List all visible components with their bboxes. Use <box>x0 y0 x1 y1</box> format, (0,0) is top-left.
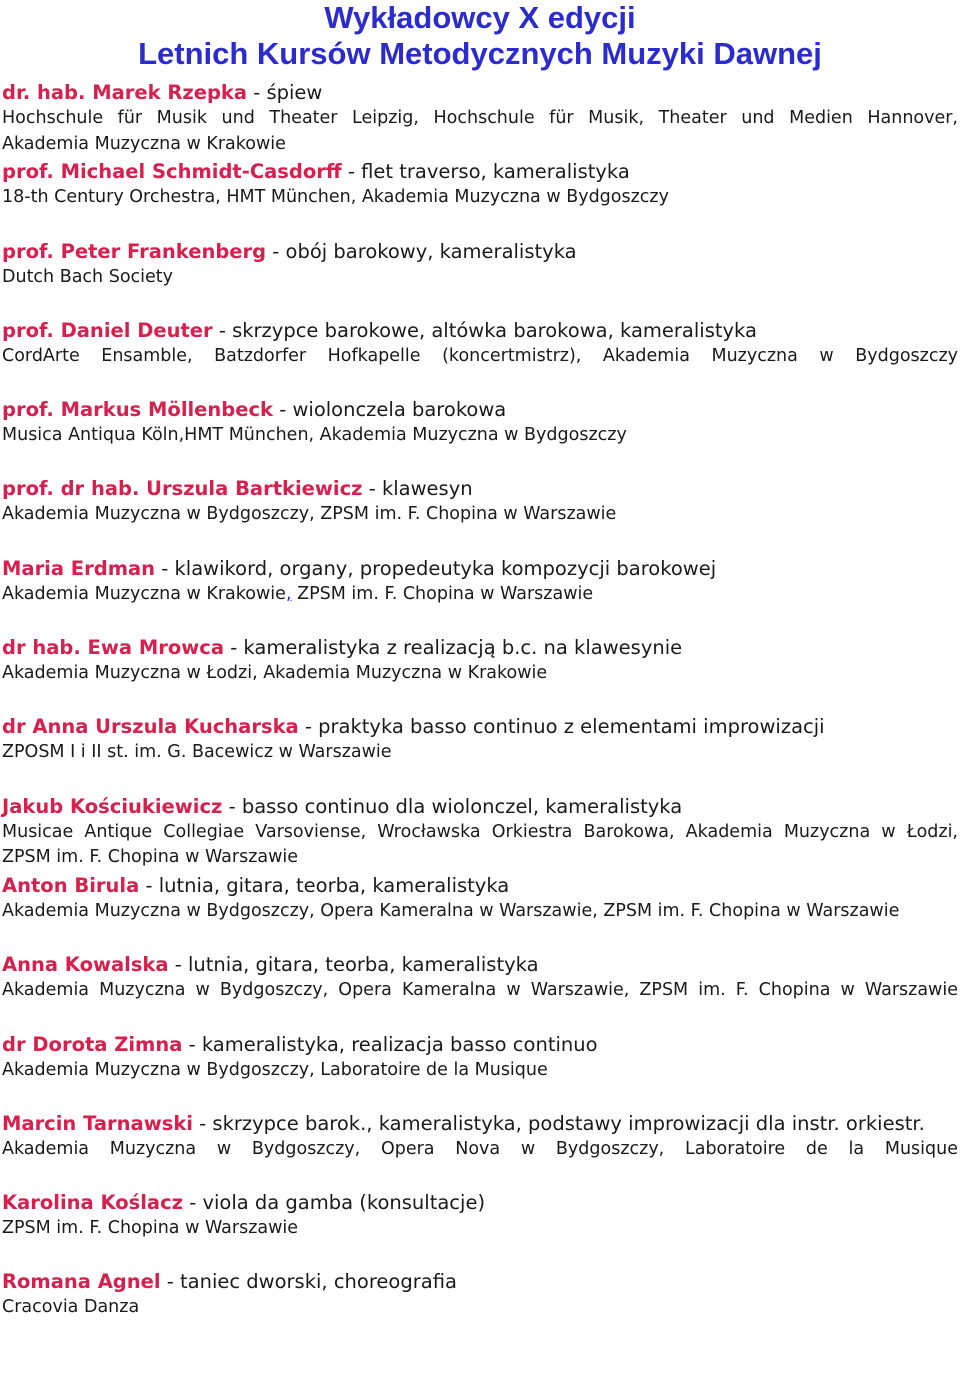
lecturer-entry <box>2 1111 958 1190</box>
lecturer-name: prof. Peter Frankenberg <box>2 239 267 263</box>
lecturer-affiliation: Akademia Muzyczna w Bydgoszczy, Laboratoire de la Musique <box>2 1059 548 1080</box>
title-line-2: Letnich Kursów Metodycznych Muzyki Dawnej <box>138 36 822 71</box>
lecturer-subject: - kameralistyka z realizacją b.c. na klawesynie <box>224 636 683 660</box>
lecturer-name: Anna Kowalska <box>2 953 169 977</box>
lecturer-subject: - lutnia, gitara, teorba, kameralistyka <box>139 873 510 897</box>
lecturer-name: Romana Agnel <box>2 1270 161 1294</box>
lecturer-subject: - wiolonczela barokowa <box>273 398 507 422</box>
lecturer-affiliation: Akademia Muzyczna w Bydgoszczy, Opera Kameralna w Warszawie, ZPSM im. F. Chopina w Warszawie <box>2 980 958 1001</box>
document-title <box>2 0 958 72</box>
comma-link[interactable]: , <box>285 583 292 604</box>
lecturer-entry <box>2 159 958 238</box>
document-page <box>2 0 958 1318</box>
lecturer-affiliation: Akademia Muzyczna w Bydgoszczy, Opera Nova w Bydgoszczy, Laboratoire de la Musique <box>2 1138 958 1159</box>
lecturer-affiliation: Hochschule für Musik und Theater Leipzig, Hochschule für Musik, Theater und Medien Hannover, <box>2 108 958 128</box>
affiliation-part: Akademia Muzyczna w Krakowie <box>2 583 286 604</box>
lecturer-name: dr Anna Urszula Kucharska <box>2 715 299 739</box>
lecturer-name: Jakub Kościukiewicz <box>2 794 223 818</box>
lecturer-name: dr Dorota Zimna <box>2 1032 183 1056</box>
title-line-1: Wykładowcy X edycji <box>324 0 636 35</box>
lecturer-name: prof. Michael Schmidt-Casdorff <box>2 160 342 184</box>
lecturer-subject: - flet traverso, kameralistyka <box>341 160 630 184</box>
lecturer-subject: - skrzypce barokowe, altówka barokowa, kameralistyka <box>212 318 757 342</box>
lecturer-subject: - obój barokowy, kameralistyka <box>266 239 577 263</box>
lecturer-affiliation: Akademia Muzyczna w Bydgoszczy, ZPSM im. F. Chopina w Warszawie <box>2 504 617 525</box>
lecturer-name: prof. dr hab. Urszula Bartkiewicz <box>2 477 363 501</box>
lecturer-name: Marcin Tarnawski <box>2 1111 193 1135</box>
lecturer-affiliation: Musicae Antique Collegiae Varsoviense, Wrocławska Orkiestra Barokowa, Akademia Muzyczna w Łodzi, <box>2 821 958 842</box>
lecturer-entry <box>2 80 958 159</box>
lecturer-affiliation: CordArte Ensamble, Batzdorfer Hofkapelle (koncertmistrz), Akademia Muzyczna w Bydgoszczy <box>2 345 958 366</box>
lecturer-entry <box>2 1269 958 1348</box>
lecturer-affiliation: 18-th Century Orchestra, HMT München, Akademia Muzyczna w Bydgoszczy <box>2 187 669 208</box>
lecturer-affiliation: Musica Antiqua Köln,HMT München, Akademia Muzyczna w Bydgoszczy <box>2 425 627 446</box>
lecturer-subject: - lutnia, gitara, teorba, kameralistyka <box>168 953 539 977</box>
lecturer-subject: - taniec dworski, choreografia <box>160 1270 457 1294</box>
lecturer-subject: - basso continuo dla wiolonczel, kameralistyka <box>222 794 683 818</box>
lecturer-name: dr hab. Ewa Mrowca <box>2 636 224 660</box>
lecturer-subject: - viola da gamba (konsultacje) <box>183 1191 486 1215</box>
lecturer-entry <box>2 794 958 873</box>
lecturer-list <box>2 80 958 1349</box>
lecturer-affiliation-continued: Akademia Muzyczna w Krakowie <box>2 133 286 154</box>
lecturer-name: Karolina Koślacz <box>2 1191 184 1215</box>
lecturer-name: Anton Birula <box>2 873 140 897</box>
lecturer-subject: - skrzypce barok., kameralistyka, podstawy improwizacji dla instr. orkiestr. <box>192 1111 925 1135</box>
lecturer-affiliation: ZPOSM I i II st. im. G. Bacewicz w Warszawie <box>2 742 392 763</box>
lecturer-affiliation: Akademia Muzyczna w Bydgoszczy, Opera Kameralna w Warszawie, ZPSM im. F. Chopina w Warszawie <box>2 900 900 921</box>
lecturer-affiliation: Dutch Bach Society <box>2 266 173 287</box>
affiliation-part: ZPSM im. F. Chopina w Warszawie <box>291 583 594 604</box>
lecturer-entry <box>2 1032 958 1111</box>
lecturer-entry <box>2 239 958 318</box>
lecturer-name: prof. Daniel Deuter <box>2 318 213 342</box>
lecturer-name: prof. Markus Möllenbeck <box>2 398 274 422</box>
lecturer-affiliation: ZPSM im. F. Chopina w Warszawie <box>2 1218 299 1239</box>
lecturer-entry <box>2 556 958 635</box>
lecturer-entry <box>2 1190 958 1269</box>
lecturer-entry <box>2 714 958 793</box>
lecturer-affiliation: Cracovia Danza <box>2 1297 140 1318</box>
lecturer-name: Maria Erdman <box>2 556 156 580</box>
lecturer-entry <box>2 635 958 714</box>
lecturer-subject: - kameralistyka, realizacja basso continuo <box>182 1032 598 1056</box>
lecturer-subject: - klawikord, organy, propedeutyka kompozycji barokowej <box>155 556 717 580</box>
lecturer-subject: - śpiew <box>247 81 323 104</box>
lecturer-name: dr. hab. Marek Rzepka <box>2 81 248 104</box>
lecturer-entry <box>2 952 958 1031</box>
lecturer-entry <box>2 397 958 476</box>
lecturer-affiliation: Akademia Muzyczna w Łodzi, Akademia Muzyczna w Krakowie <box>2 663 548 684</box>
lecturer-subject: - klawesyn <box>362 477 473 501</box>
lecturer-entry <box>2 873 958 952</box>
lecturer-subject: - praktyka basso continuo z elementami improwizacji <box>298 715 825 739</box>
lecturer-entry <box>2 476 958 555</box>
lecturer-affiliation-continued: ZPSM im. F. Chopina w Warszawie <box>2 847 299 868</box>
lecturer-affiliation <box>2 582 958 608</box>
lecturer-entry <box>2 318 958 397</box>
